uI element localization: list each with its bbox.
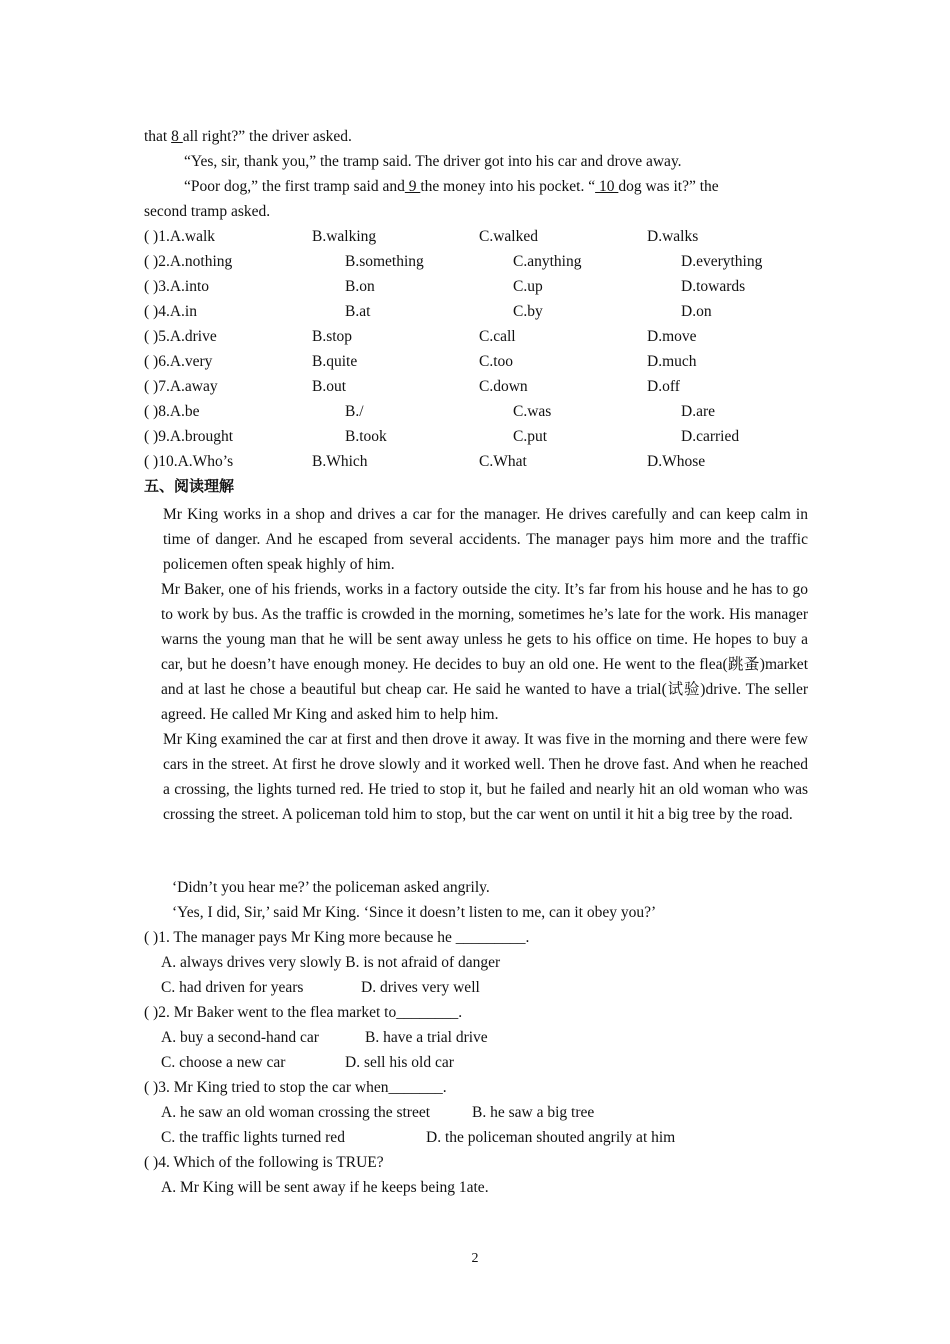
question-stem: ( )2. Mr Baker went to the flea market to________.	[144, 1004, 463, 1021]
passage-paragraph: Mr King works in a shop and drives a car for the manager. He drives carefully and can keep calm in time of danger. And he escaped from several accidents. The manager pays him more and the traffic policemen often speak highly of him.	[163, 506, 808, 573]
passage-paragraph: Mr Baker, one of his friends, works in a factory outside the city. It’s far from his house and he has to go to work by bus. As the traffic is crowded in the morning, sometimes he’s late for the work. His manager warns the young man that he will be sent away unless he gets to his office on time. He hopes to buy a car, but he doesn’t have enough money. He decides to buy an old one. He went to the flea(跳蚤)market and at last he chose a beautiful but cheap car. He said he wanted to have a trial(试验)drive. The seller agreed. He called Mr King and asked him to help him.	[161, 581, 808, 723]
cloze-line: “Poor dog,” the first tramp said and 9 the money into his pocket. “ 10 dog was it?” the	[184, 178, 719, 195]
cloze-options	[144, 224, 808, 474]
option-row: ( )10.A.Who’s B.Which C.What D.Whose	[144, 453, 706, 470]
dialogue-line: ‘Didn’t you hear me?’ the policeman asked angrily.	[172, 879, 490, 896]
option-row: ( )9.A.brought B.took C.put D.carried	[144, 428, 740, 445]
dialogue	[144, 875, 808, 925]
blank-9: 9	[404, 178, 421, 195]
reading-passage	[144, 502, 808, 827]
option-row: ( )1.A.walk B.walking C.walked D.walks	[144, 228, 699, 245]
option-row: ( )3.A.into B.on C.up D.towards	[144, 278, 746, 295]
cloze-passage-tail	[144, 124, 808, 224]
option-row: ( )5.A.drive B.stop C.call D.move	[144, 328, 697, 345]
answer-choices: A. he saw an old woman crossing the street B. he saw a big tree	[161, 1104, 595, 1121]
option-row: ( )6.A.very B.quite C.too D.much	[144, 353, 697, 370]
blank-10: 10	[595, 178, 619, 195]
comprehension-questions	[144, 925, 808, 1200]
passage-paragraph: Mr King examined the car at first and then drove it away. It was five in the morning and there were few cars in the street. At first he drove slowly and it worked well. Then he drove fast. And when he reached a crossing, the lights turned red. He tried to stop it, but he failed and nearly hit an old woman who was crossing the street. A policeman told him to stop, but the car went on until it hit a big tree by the road.	[163, 731, 808, 823]
option-row: ( )8.A.be B./ C.was D.are	[144, 403, 715, 420]
dialogue-line: ‘Yes, I did, Sir,’ said Mr King. ‘Since it doesn’t listen to me, can it obey you?’	[172, 904, 657, 921]
option-row: ( )2.A.nothing B.something C.anything D.everything	[144, 253, 763, 270]
question-stem: ( )1. The manager pays Mr King more because he _________.	[144, 929, 530, 946]
answer-choices: A. always drives very slowly B. is not afraid of danger	[161, 954, 501, 971]
cloze-line: second tramp asked.	[144, 203, 271, 220]
blank-8: 8	[171, 128, 183, 145]
cloze-line: that 8 all right?” the driver asked.	[144, 128, 352, 145]
question-stem: ( )3. Mr King tried to stop the car when_______.	[144, 1079, 447, 1096]
cloze-line: “Yes, sir, thank you,” the tramp said. The driver got into his car and drove away.	[184, 153, 682, 170]
answer-choices: C. had driven for years D. drives very well	[161, 979, 480, 996]
answer-choices: C. choose a new car D. sell his old car	[161, 1054, 454, 1071]
page-number: 2	[471, 1251, 479, 1266]
question-stem: ( )4. Which of the following is TRUE?	[144, 1154, 384, 1171]
option-row: ( )7.A.away B.out C.down D.off	[144, 378, 680, 395]
answer-choices: C. the traffic lights turned red D. the policeman shouted angrily at him	[161, 1129, 676, 1146]
section-heading: 五、阅读理解	[144, 477, 235, 495]
option-row: ( )4.A.in B.at C.by D.on	[144, 303, 712, 320]
answer-choices: A. buy a second-hand car B. have a trial drive	[161, 1029, 488, 1046]
answer-choices: A. Mr King will be sent away if he keeps being 1ate.	[161, 1179, 489, 1196]
